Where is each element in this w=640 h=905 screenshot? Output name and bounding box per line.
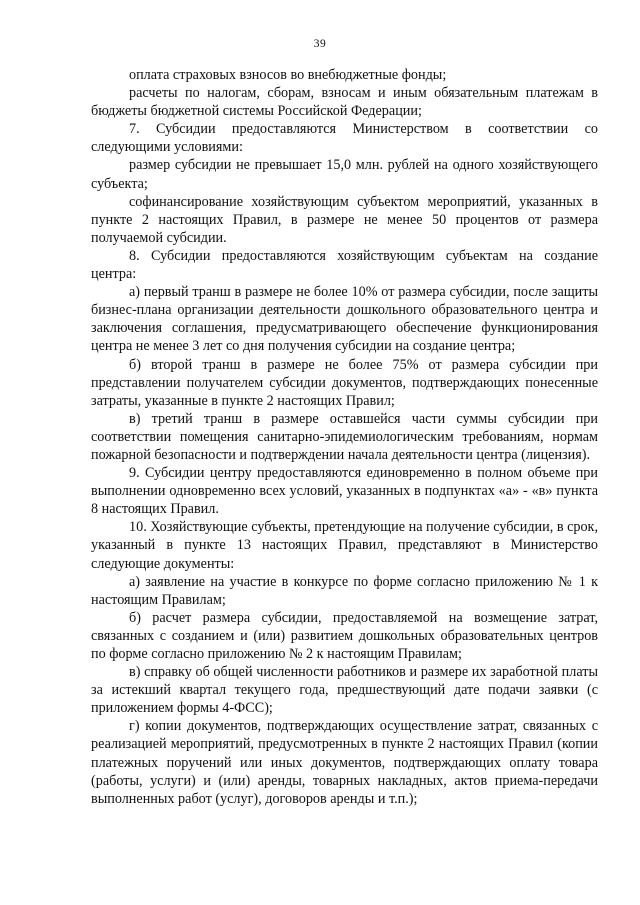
paragraph-insurance-contributions: оплата страховых взносов во внебюджетные фонды; <box>129 67 447 83</box>
paragraph-clause-9: 9. Субсидии центру предоставляются единовременно в полном объеме при выполнении одновременно всех условий, указанных в подпунктах «а» - «в» пункта 8 настоящих Правил. <box>91 465 598 518</box>
paragraph-clause-10b: б) расчет размера субсидии, предоставляемой на возмещение затрат, связанных с созданием и (или) развитием дошкольных образовательных центров по форме согласно приложению № 2 к настоящим Правилам; <box>91 609 598 662</box>
paragraph-clause-8: 8. Субсидии предоставляются хозяйствующим субъектам на создание центра: <box>91 247 598 283</box>
document-body <box>91 66 598 808</box>
paragraph-tax-payments: расчеты по налогам, сборам, взносам и иным обязательным платежам в бюджеты бюджетной системы Российской Федерации; <box>91 85 598 120</box>
paragraph-clause-10: 10. Хозяйствующие субъекты, претендующие на получение субсидии, в срок, указанный в пункте 13 настоящих Правил, представляют в Министерство следующие документы: <box>91 519 598 572</box>
paragraph-clause-7: 7. Субсидии предоставляются Министерством в соответствии со следующими условиями: <box>91 121 598 156</box>
paragraph-clause-8a: а) первый транш в размере не более 10% от размера субсидии, после защиты бизнес-плана организации деятельности дошкольного образовательного центра и заключения соглашения, предусматривающего обеспечение функционирования центра не менее 3 лет со дня получения субсидии на создание центра; <box>91 284 598 355</box>
paragraph-clause-10a: а) заявление на участие в конкурсе по форме согласно приложению № 1 к настоящим Правилам; <box>91 573 598 608</box>
paragraph-cofinancing: софинансирование хозяйствующим субъектом мероприятий, указанных в пункте 2 настоящих Правил, в размере не менее 50 процентов от размера получаемой субсидии. <box>91 193 598 246</box>
page-number: 39 <box>313 38 327 50</box>
paragraph-clause-8c: в) третий транш в размере оставшейся части суммы субсидии при соответствии помещения санитарно-эпидемиологическим требованиям, нормам пожарной безопасности и подтверждении начала деятельности центра (лицензия). <box>91 410 598 463</box>
paragraph-subsidy-limit: размер субсидии не превышает 15,0 млн. рублей на одного хозяйствующего субъекта; <box>91 157 598 192</box>
paragraph-clause-10c: в) справку об общей численности работников и размере их заработной платы за истекший квартал текущего года, предшествующий дате подачи заявки (с приложением формы 4-ФСС); <box>91 664 598 717</box>
paragraph-clause-8b: б) второй транш в размере не более 75% от размера субсидии при представлении получателем субсидии документов, подтверждающих понесенные затраты, указанные в пункте 2 настоящих Правил; <box>91 356 598 409</box>
paragraph-clause-10d: г) копии документов, подтверждающих осуществление затрат, связанных с реализацией мероприятий, предусмотренных в пункте 2 настоящих Правил (копии платежных поручений или иных документов, подтверждающих оплату товара (работы, услуги) и (или) аренды, товарных накладных, актов приема-передачи выполненных работ (услуг), договоров аренды и т.п.); <box>91 718 598 807</box>
